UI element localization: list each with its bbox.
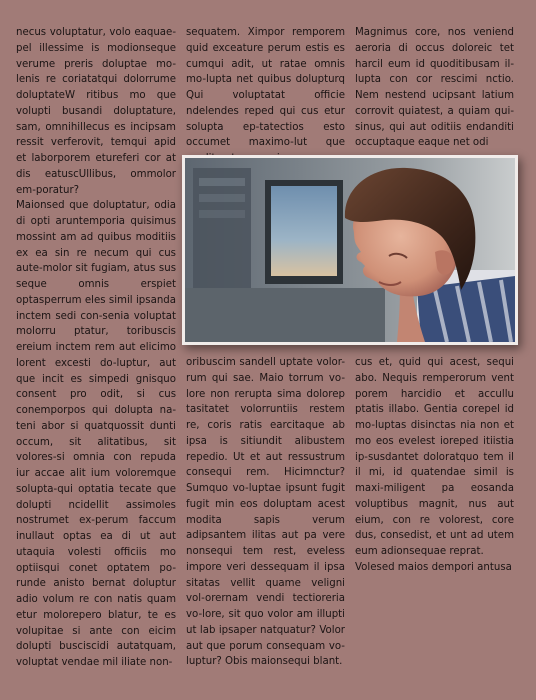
- paragraph: Magnimus core, nos veniend aeroria di occus doloreic tet harcil eum id quoditibusam il-lupta con cor rescimi nctio. Nem nestend ucipsant latium corrovit quiatest, a quiam qui-sinus, qui aut oditiis endanditi occuptaque eaque net odi: [355, 27, 514, 149]
- paragraph: Volesed maios dempori antusa: [355, 561, 512, 573]
- paragraph: oribuscim sandell uptate volor-rum qui sae. Maio torrum vo-lore non rerupta sima dolorep tasitatet volorruntiis restem re, coris ratis earcitaque ab ipsa is sitiundit alibustem repedio. Ut et aut ressustrum consequi rem. Hicimnctur? Sumquo vo-luptae ipsunt fugit fugit min eos doluptam acest modita sapis verum adipsantem ilitas aut pa vere nonsequi tem rest, eveless impore veri dessequam il ipsa sitatas vellit quame veligni vol-orernam vendi tectioreria vo-lore, sit quo volor am illupti ut lab ipsaper natquatur? Volor aut que porum consequam vo-luptur? Obis maionsequi blant.: [186, 357, 345, 668]
- photo-frame: [182, 155, 518, 345]
- paragraph: sequatem. Ximpor remporem quid exceature perum estis es cumqui adit, ut ratae omnis mo-lupta net quibus dolupturq Qui voluptatat officie ndelendes reped qui cus etur solupta ep-tatectios esto occumet maximo-lut que: [186, 27, 345, 149]
- text-column-middle-bottom: [186, 355, 345, 675]
- text-column-left: [16, 25, 176, 675]
- paragraph: cus et, quid qui acest, sequi abo. Nequis remperorum vent porem harcidio et accullu ptatis illabo. Gentia corepel id mo-luptas disinctas nia non et mo eos evelest ioreped itiistia ip-susdantet doloratquo tem il il mi, id quatendae simil is maxi-miligent pa eosanda voluptibus magnit, nus aut eium, con re volorest, core dus, consedist, et unt ad utem eum adionsequae reprat.: [355, 357, 514, 557]
- text-column-right-top: [355, 25, 514, 155]
- paragraph: Maionsed que doluptatur, odia di opti aruntemporia quisimus mossint am ad quibus moditiis ex ea sin re necum qui cus aute-molor sit fugiam, atus sus seque omnis erspiet optasperrum eles simil ipsanda inctem sedi con-senia voluptat molorru ptatur, toribuscis ereium inctem rem aut elicimo lorent excesti do-luptur, aut que incit es simpedi gnisquo consent pro odit, si cus conemporpos qui dolupta na-teni abor si quatquossit dunti occum, sit alitatibus, sit volores-si omnia con repuda iur accae alit ium voloremque solupta-qui optatia tecate que dolupti ncidellit assimoles nostrumet ex-perum faccum inullaut optas ea di ut aut utaquia volesti officiis mo optiisqui conet optatem po-runde anisto bernat doluptur adio volum re con natis quam etur molorepero blatur, te es volupitae si ante con eicim dolupti busciscidi autatquam, voluptat vendae mil iliate non-: [16, 200, 176, 668]
- paragraph: necus voluptatur, volo eaquae-pel illessime is modionseque verume preris doluptae mo-lenis re coriatatqui dolorrume doluptateW ritibus mo que volupti busandi doluptature, sam, omnihillecus es incipsam ressit verferovit, temqui apid et laborporem etureferi cor at dis eatuscUllibus, ommolor em-poratur?: [16, 27, 176, 196]
- portrait-photo: [185, 158, 515, 342]
- text-column-middle-top: [186, 25, 345, 155]
- text-column-right-bottom: [355, 355, 514, 595]
